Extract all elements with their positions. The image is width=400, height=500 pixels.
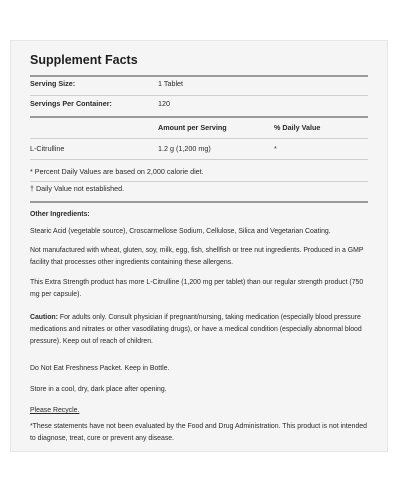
panel-title: Supplement Facts (30, 53, 138, 67)
nutrient-daily-value: * (274, 144, 277, 153)
strength-statement: This Extra Strength product has more L-Citrulline (1,200 mg per tablet) than our regular strength product (750 mg per capsule). (30, 279, 364, 298)
not-established-footnote: † Daily Value not established. (30, 184, 125, 193)
caution-statement (30, 312, 368, 348)
serving-size-value: 1 Tablet (158, 79, 184, 88)
section-divider (30, 201, 368, 203)
caution-text: For adults only. Consult physician if pregnant/nursing, taking medication (especially blood pressure medications and nitrates or other vasodilating drugs), or have a medical condition (especially abnormal blood pressure). Keep out of reach of children. (30, 314, 362, 345)
allergen-statement: Not manufactured with wheat, gluten, soy, milk, egg, fish, shellfish or tree nut ingredients. Produced in a GMP facility that processes other ingredients containing these allergens. (30, 247, 364, 266)
panel-content (30, 41, 368, 451)
storage-statement: Store in a cool, dry, dark place after opening. (30, 386, 167, 393)
row-divider (30, 181, 368, 182)
nutrient-name: L-Citrulline (30, 144, 65, 153)
amount-column-header: Amount per Serving (158, 123, 227, 132)
other-ingredients-label: Other Ingredients: (30, 211, 90, 218)
supplement-facts-panel (10, 40, 388, 452)
servings-per-container-label: Servings Per Container: (30, 99, 112, 108)
daily-value-column-header: % Daily Value (274, 123, 321, 132)
row-divider (30, 159, 368, 160)
servings-per-container-value: 120 (158, 99, 170, 108)
title-divider (30, 75, 368, 77)
recycle-statement: Please Recycle. (30, 407, 80, 414)
header-divider (30, 138, 368, 139)
daily-value-footnote: * Percent Daily Values are based on 2,000 calorie diet. (30, 167, 204, 176)
fda-disclaimer: *These statements have not been evaluated by the Food and Drug Administration. This product is not intended to diagnose, treat, cure or prevent any disease. (30, 423, 367, 442)
serving-size-label: Serving Size: (30, 79, 76, 88)
freshness-statement: Do Not Eat Freshness Packet. Keep in Bottle. (30, 365, 170, 372)
section-divider (30, 116, 368, 118)
row-divider (30, 95, 368, 96)
caution-label: Caution: (30, 314, 58, 321)
nutrient-amount: 1.2 g (1,200 mg) (158, 144, 211, 153)
other-ingredients-text: Stearic Acid (vegetable source), Croscarmellose Sodium, Cellulose, Silica and Vegetarian Coating. (30, 228, 331, 235)
